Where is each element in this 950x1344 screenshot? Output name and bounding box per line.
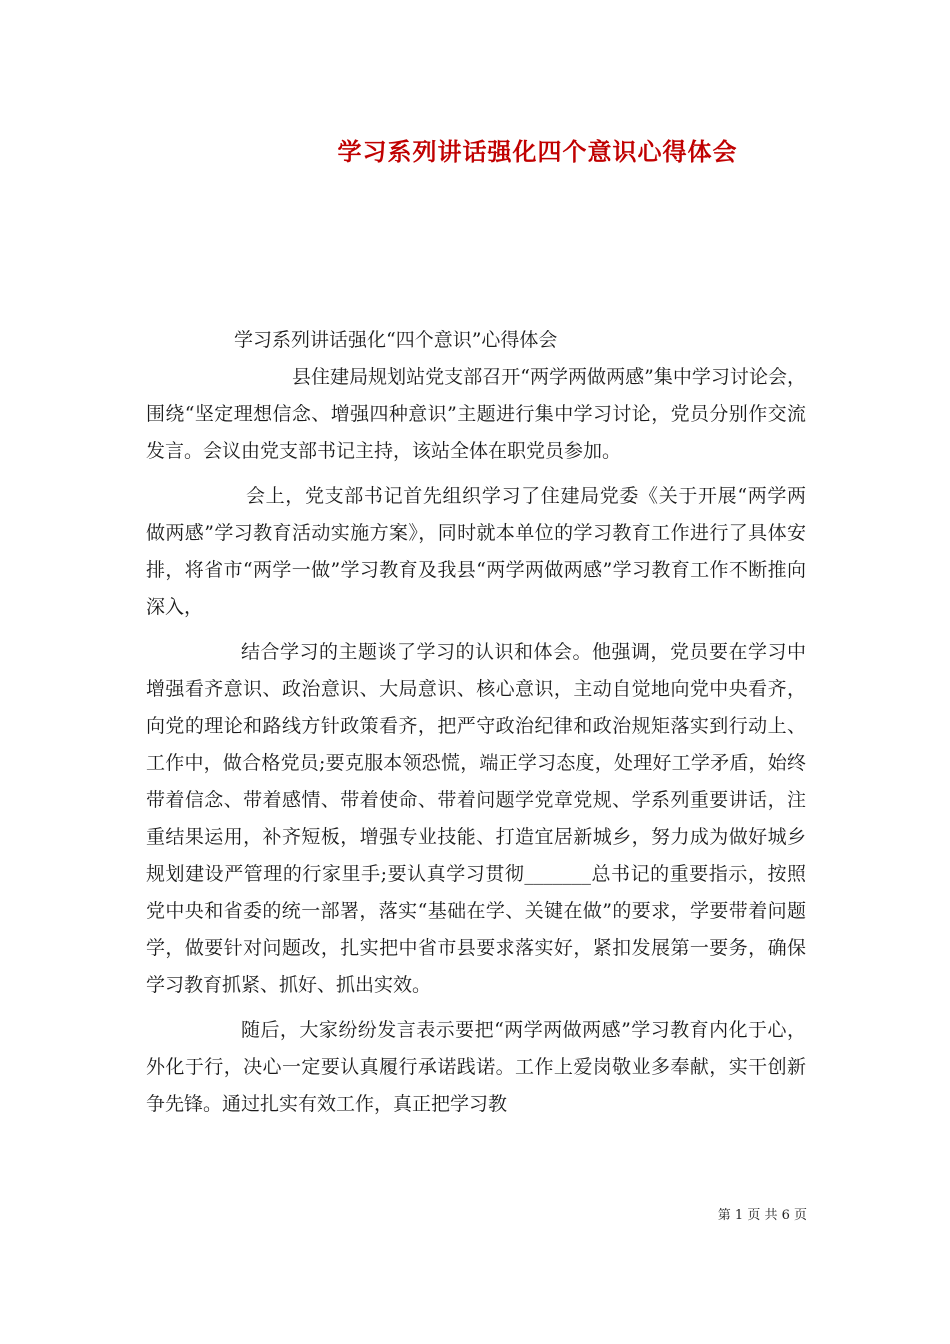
paragraph-4: 随后，大家纷纷发言表示要把“两学两做两感”学习教育内化于心，外化于行，决心一定要认真履行承诺践诺。工作上爱岗敬业多奉献，实干创新争先锋。通过扎实有效工作，真正把学习教 (146, 1019, 806, 1115)
page-title: 学习系列讲话强化四个意识心得体会 (337, 137, 738, 166)
document-subtitle: 学习系列讲话强化“四个意识”心得体会 (234, 329, 558, 351)
document-body (146, 322, 806, 1123)
page-footer: 第 1 页 共 6 页 (717, 1208, 807, 1223)
paragraph-1: 县住建局规划站党支部召开“两学两做两感”集中学习讨论会，围绕“坚定理想信念、增强四种意识”主题进行集中学习讨论，党员分别作交流发言。会议由党支部书记主持，该站全体在职党员参加。 (146, 366, 806, 462)
paragraph-2: 会上，党支部书记首先组织学习了住建局党委《关于开展“两学两做两感”学习教育活动实施方案》，同时就本单位的学习教育工作进行了具体安排，将省市“两学一做”学习教育及我县“两学两做两感”学习教育工作不断推向深入， (146, 485, 806, 618)
paragraph-3: 结合学习的主题谈了学习的认识和体会。他强调，党员要在学习中增强看齐意识、政治意识、大局意识、核心意识，主动自觉地向党中央看齐，向党的理论和路线方针政策看齐，把严守政治纪律和政治规矩落实到行动上、工作中，做合格党员;要克服本领恐慌，端正学习态度，处理好工学矛盾，始终带着信念、带着感情、带着使命、带着问题学党章党规、学系列重要讲话，注重结果运用，补齐短板，增强专业技能、打造宜居新城乡，努力成为做好城乡规划建设严管理的行家里手;要认真学习贯彻_______总书记的重要指示，按照党中央和省委的统一部署，落实“基础在学、关键在做”的要求，学要带着问题学，做要针对问题改，扎实把中省市县要求落实好，紧扣发展第一要务，确保学习教育抓紧、抓好、抓出实效。 (146, 641, 806, 996)
